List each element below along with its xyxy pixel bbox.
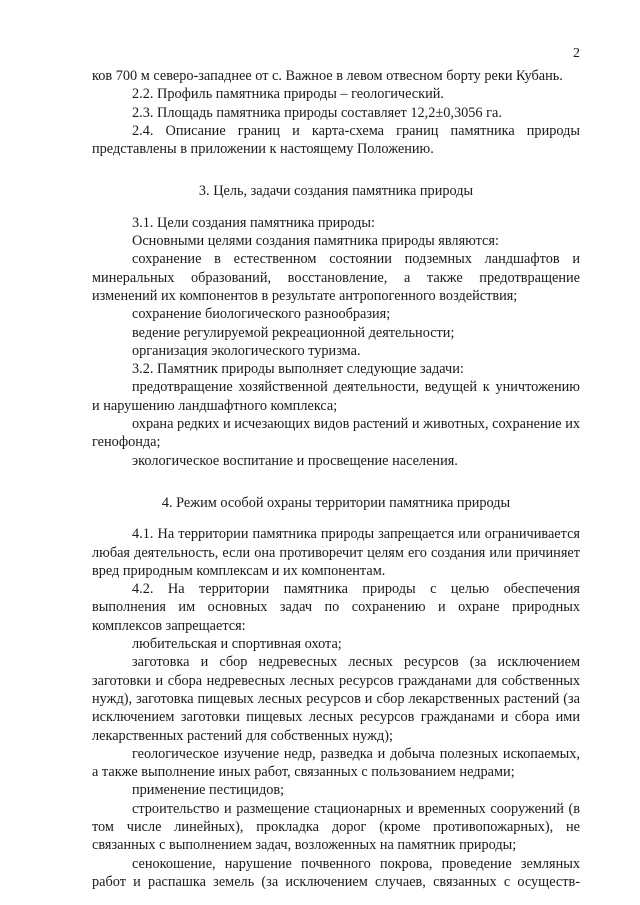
list-item-prohibited-4: применение пестицидов; [132, 782, 285, 799]
paragraph-goals-intro: Основными целями создания памятника природы являются: [132, 233, 499, 250]
paragraph-3-2: 3.2. Памятник природы выполняет следующие задачи: [132, 361, 464, 378]
list-item-prohibited-3: геологическое изучение недр, разведка и добыча полезных ископаемых, а также выполнение иных работ, связанных с пользованием недрами; [92, 745, 580, 781]
paragraph-location: ков 700 м северо-западнее от с. Важное в левом отвесном борту реки Кубань. [92, 68, 563, 84]
list-item-task-1: предотвращение хозяйственной деятельности, ведущей к уничтожению и нарушению ландшафтного комплекса; [92, 379, 580, 414]
list-item-task-3: экологическое воспитание и просвещение населения. [132, 452, 458, 469]
section-heading-4: 4. Режим особой охраны территории памятника природы [161, 494, 511, 511]
paragraph-4-2: 4.2. На территории памятника природы с целью обеспечения выполнения им основных задач по сохранению и охране природных комплексов запрещается: [92, 581, 580, 634]
list-item-goal-1: сохранение в естественном состоянии подземных ландшафтов и минеральных образований, восстановление, а также предотвращение изменений их компонентов в результате антропогенного воздействия; [92, 251, 580, 304]
list-item-goal-2: сохранение биологического разнообразия; [132, 306, 391, 323]
document-body [92, 67, 580, 891]
section-heading-3: 3. Цель, задачи создания памятника природы [198, 183, 474, 200]
list-item-goal-4: организация экологического туризма. [132, 342, 361, 359]
list-item-prohibited-6: сенокошение, нарушение почвенного покрова, проведение земляных работ и распашка земель (за исключением случаев, связанных с осуществ- [92, 855, 580, 890]
paragraph-3-1: 3.1. Цели создания памятника природы: [132, 214, 376, 231]
paragraph-2-3: 2.3. Площадь памятника природы составляет 12,2±0,3056 га. [132, 104, 502, 121]
list-item-prohibited-2: заготовка и сбор недревесных лесных ресурсов (за исключением заготовки и сбора недревесных лесных ресурсов гражданами для собственных нужд), заготовка пищевых лесных ресурсов и сбор лекарственных растений (за исключением заготовки пищевых лесных ресурсов гражданами и сбора ими лекарственных растений для собственных нужд); [92, 654, 580, 744]
paragraph-2-2: 2.2. Профиль памятника природы – геологический. [132, 86, 444, 103]
list-item-goal-3: ведение регулируемой рекреационной деятельности; [132, 324, 455, 341]
list-item-prohibited-5: строительство и размещение стационарных и временных сооружений (в том числе линейных), прокладка дорог (кроме противопожарных), не связанных с выполнением задач, возложенных на памятник природы; [92, 800, 580, 854]
list-item-prohibited-1: любительская и спортивная охота; [132, 636, 342, 653]
page-number: 2 [573, 46, 580, 61]
list-item-task-2: охрана редких и исчезающих видов растений и животных, сохранение их генофонда; [92, 416, 580, 451]
paragraph-4-1: 4.1. На территории памятника природы запрещается или ограничивается любая деятельность, если она противоречит целям его создания или причиняет вред природным комплексам и их компонентам. [92, 526, 580, 579]
paragraph-2-4: 2.4. Описание границ и карта-схема границ памятника природы представлены в приложении к настоящему Положению. [92, 122, 580, 158]
